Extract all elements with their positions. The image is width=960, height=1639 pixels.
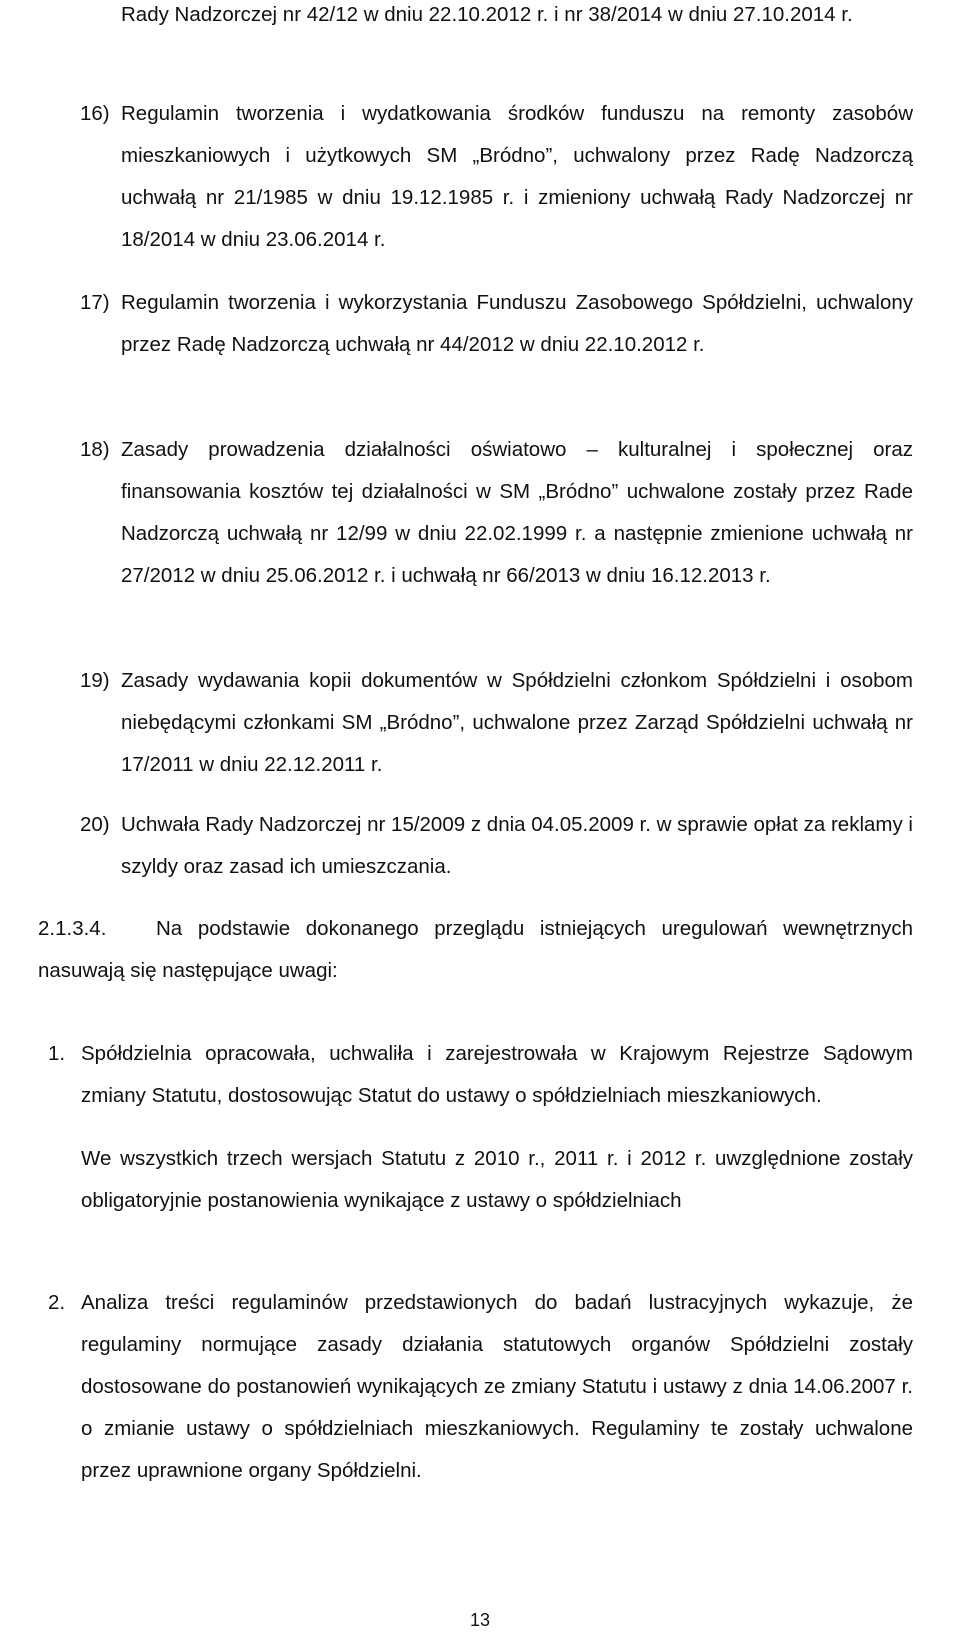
page-number: 13 xyxy=(469,1610,491,1630)
list-item-text: Zasady prowadzenia działalności oświatowo – kulturalnej i społecznej oraz finansowania kosztów tej działalności w SM „Bródno” uchwalone zostały przez Rade Nadzorczą uchwałą nr 12/99 w dniu 22.02.1999 r. a następnie zmienione uchwałą nr 27/2012 w dniu 25.06.2012 r. i uchwałą nr 66/2013 w dniu 16.12.2013 r. xyxy=(121,438,913,587)
list-item-number: 20) xyxy=(80,813,110,836)
list-item-17 xyxy=(80,282,913,408)
list-item-number: 16) xyxy=(80,102,110,125)
list-item-text: Regulamin tworzenia i wykorzystania Funduszu Zasobowego Spółdzielni, uchwalony przez Radę Nadzorczą uchwałą nr 44/2012 w dniu 22.10.2012 r. xyxy=(121,291,913,356)
list-item-text: Uchwała Rady Nadzorczej nr 15/2009 z dnia 04.05.2009 r. w sprawie opłat za reklamy i szyldy oraz zasad ich umieszczania. xyxy=(121,813,913,878)
remark-number: 2. xyxy=(48,1291,66,1314)
list-item-16 xyxy=(80,93,913,261)
section-number: 2.1.3.4. xyxy=(38,917,107,940)
remark-extra-text: We wszystkich trzech wersjach Statutu z 2010 r., 2011 r. i 2012 r. uwzględnione zostały obligatoryjnie postanowienia wynikające z ustawy o spółdzielniach xyxy=(81,1147,913,1212)
list-item-text: Regulamin tworzenia i wydatkowania środków funduszu na remonty zasobów mieszkaniowych i użytkowych SM „Bródno”, uchwalony przez Radę Nadzorczą uchwałą nr 21/1985 w dniu 19.12.1985 r. i zmieniony uchwałą Rady Nadzorczej nr 18/2014 w dniu 23.06.2014 r. xyxy=(121,102,913,251)
list-item-text: Zasady wydawania kopii dokumentów w Spółdzielni członkom Spółdzielni i osobom niebędącymi członkami SM „Bródno”, uchwalone przez Zarząd Spółdzielni uchwałą nr 17/2011 w dniu 22.12.2011 r. xyxy=(121,669,913,776)
list-item-19 xyxy=(80,660,913,786)
remark-number: 1. xyxy=(48,1042,66,1065)
section-2-1-3-4 xyxy=(38,908,913,992)
list-item-number: 19) xyxy=(80,669,110,692)
remark-text: Spółdzielnia opracowała, uchwaliła i zarejestrowała w Krajowym Rejestrze Sądowym zmiany Statutu, dostosowując Statut do ustawy o spółdzielniach mieszkaniowych. xyxy=(81,1042,913,1107)
list-item-number: 17) xyxy=(80,291,110,314)
list-item-number: 18) xyxy=(80,438,110,461)
remark-1 xyxy=(38,1033,913,1243)
section-text: Na podstawie dokonanego przeglądu istniejących uregulowań wewnętrznych nasuwają się następujące uwagi: xyxy=(38,917,913,982)
list-item-18 xyxy=(80,429,913,639)
continuation-paragraph: Rady Nadzorczej nr 42/12 w dniu 22.10.2012 r. i nr 38/2014 w dniu 27.10.2014 r. xyxy=(121,3,853,26)
remark-text: Analiza treści regulaminów przedstawionych do badań lustracyjnych wykazuje, że regulaminy normujące zasady działania statutowych organów Spółdzielni zostały dostosowane do postanowień wynikających ze zmiany Statutu i ustawy z dnia 14.06.2007 r. o zmianie ustawy o spółdzielniach mieszkaniowych. Regulaminy te zostały uchwalone przez uprawnione organy Spółdzielni. xyxy=(81,1291,913,1482)
remark-2 xyxy=(38,1282,913,1534)
list-item-20 xyxy=(80,804,913,888)
